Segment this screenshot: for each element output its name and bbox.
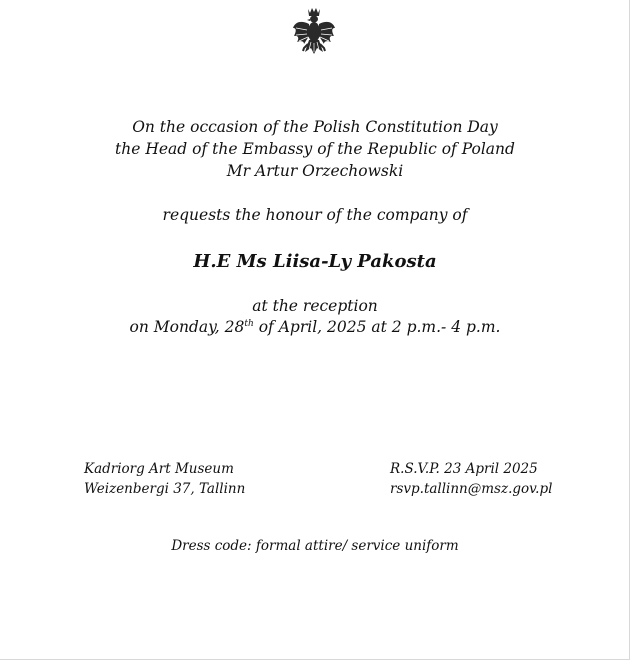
venue-name: Kadriorg Art Museum — [84, 461, 234, 477]
occasion-line: On the occasion of the Polish Constitution Day — [132, 118, 498, 136]
host-name: Mr Artur Orzechowski — [226, 162, 404, 180]
venue-address: Weizenbergi 37, Tallinn — [84, 481, 246, 497]
rsvp-email: rsvp.tallinn@msz.gov.pl — [390, 481, 553, 497]
event-date — [0, 318, 630, 336]
date-rest: of April, 2025 at 2 p.m.- 4 p.m. — [253, 318, 501, 336]
request-line: requests the honour of the company of — [162, 206, 468, 224]
date-prefix: on Monday, 28 — [129, 318, 245, 336]
event-line: at the reception — [252, 297, 378, 315]
rsvp-deadline: R.S.V.P. 23 April 2025 — [390, 461, 538, 477]
dress-code: Dress code: formal attire/ service uniform — [171, 538, 459, 554]
guest-name: H.E Ms Liisa-Ly Pakosta — [193, 251, 437, 272]
polish-eagle-emblem-icon — [291, 6, 337, 58]
date-ordinal-suffix: th — [244, 318, 254, 329]
host-line: the Head of the Embassy of the Republic of Poland — [115, 140, 515, 158]
